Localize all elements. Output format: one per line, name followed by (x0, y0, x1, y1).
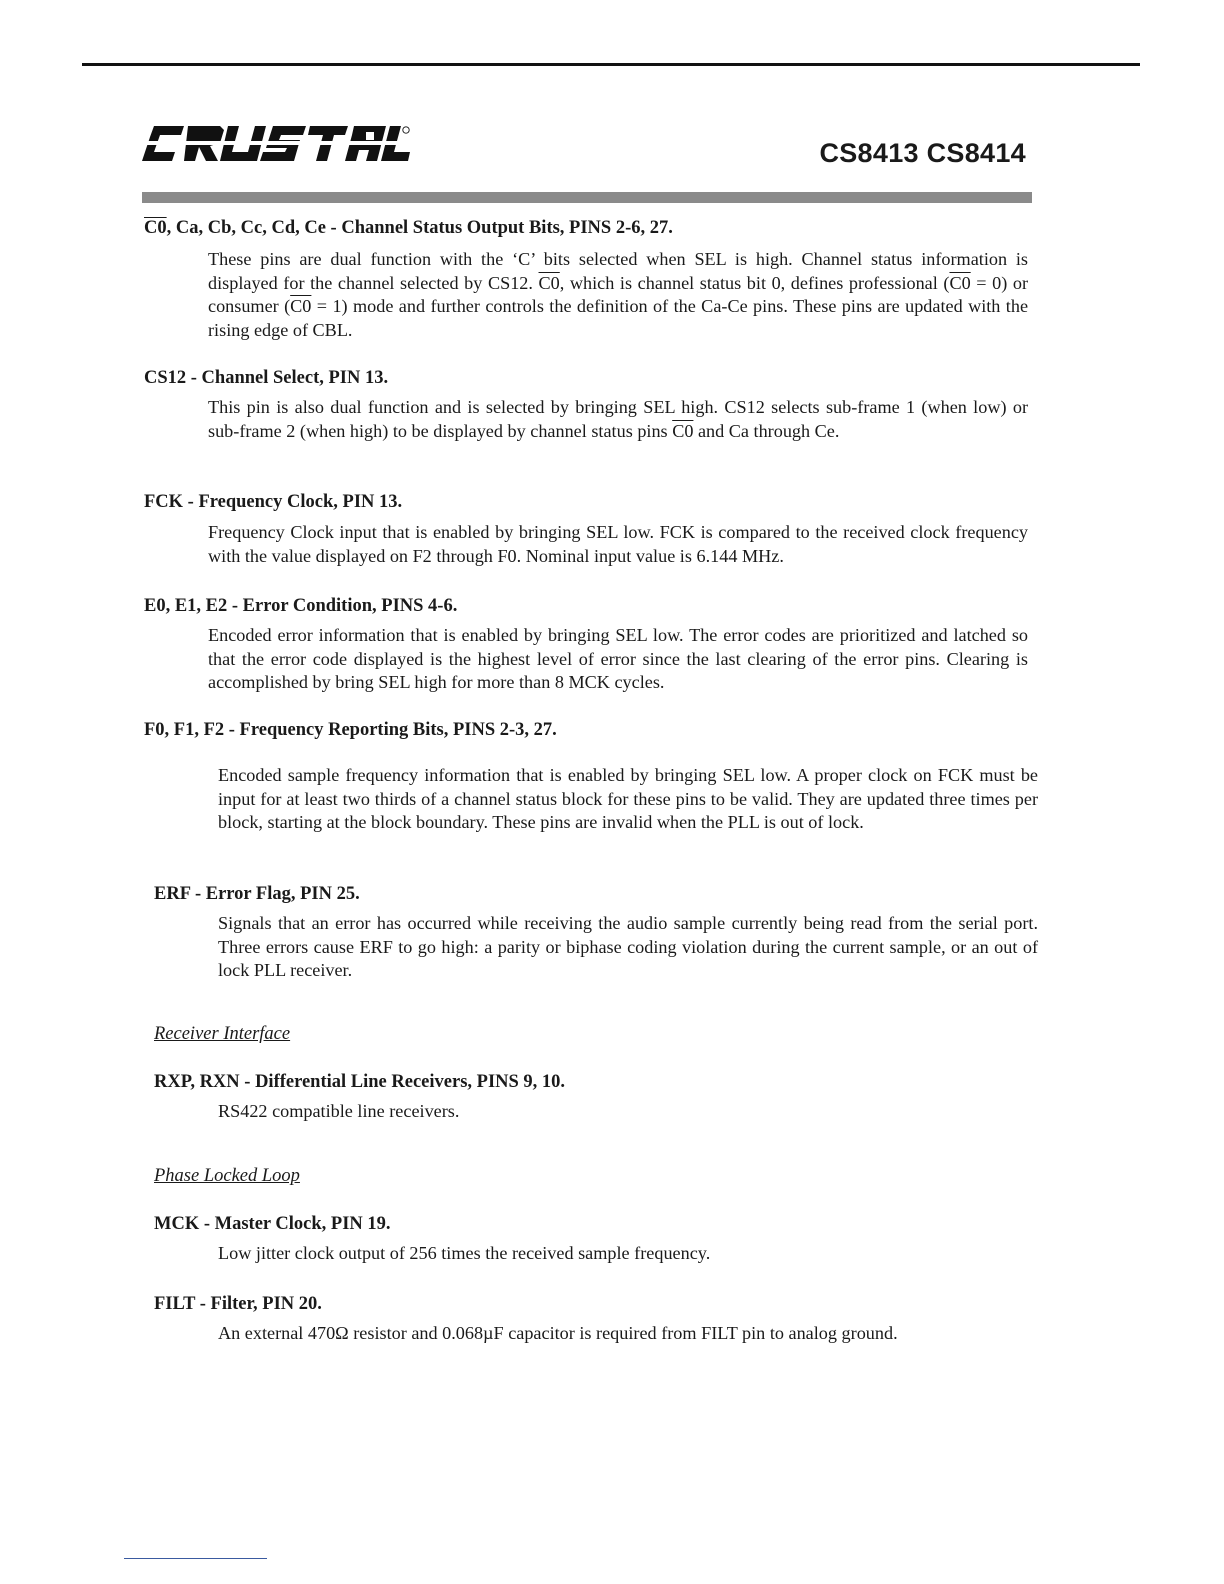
overline-c0: C0 (144, 218, 167, 238)
pin-entry-fck (144, 490, 1028, 568)
pin-heading: FCK - Frequency Clock, PIN 13. (144, 492, 403, 512)
pin-description: These pins are dual function with the ‘C’ bits selected when SEL is high. Channel status information is displayed for the channel selected by CS12. C0, which is channel status bit 0, defines professional (C0 = 0) or consumer (C0 = 1) mode and further controls the definition of the Ca-Ce pins. These pins are updated with the rising edge of CBL. (208, 249, 1029, 340)
pin-heading: E0, E1, E2 - Error Condition, PINS 4-6. (144, 596, 458, 616)
pin-heading: FILT - Filter, PIN 20. (154, 1294, 322, 1314)
pin-description: This pin is also dual function and is selected by bringing SEL high. CS12 selects sub-frame 1 (when low) or sub-frame 2 (when high) to be displayed by channel status pins C0 and Ca through Ce. (208, 397, 1028, 441)
pin-heading: CS12 - Channel Select, PIN 13. (144, 368, 389, 388)
pin-heading: ERF - Error Flag, PIN 25. (154, 884, 360, 904)
pin-description: Low jitter clock output of 256 times the received sample frequency. (218, 1243, 711, 1263)
pin-heading: MCK - Master Clock, PIN 19. (154, 1214, 391, 1234)
pin-entry-error-condition (144, 594, 1028, 695)
pin-description: RS422 compatible line receivers. (218, 1101, 460, 1121)
pin-entry-cs12 (144, 366, 1028, 443)
pin-description: An external 470Ω resistor and 0.068µF capacitor is required from FILT pin to analog ground. (218, 1323, 898, 1343)
pin-description: Signals that an error has occurred while receiving the audio sample currently being read from the serial port. Three errors cause ERF to go high: a parity or biphase coding violation during the current sample, or an out of lock PLL receiver. (218, 913, 1038, 980)
header-gray-bar (142, 192, 1032, 203)
pin-entry-filt (154, 1292, 1038, 1346)
pin-description: Encoded sample frequency information that is enabled by bringing SEL low. A proper clock on FCK must be input for at least two thirds of a channel status block for these pins to be valid. They are updated three times per block, starting at the block boundary. These pins are invalid when the PLL is out of lock. (218, 765, 1038, 832)
pin-entry-channel-status (144, 216, 1028, 342)
crystal-logo (140, 124, 412, 174)
pin-heading: F0, F1, F2 - Frequency Reporting Bits, PINS 2-3, 27. (144, 720, 557, 740)
pin-entry-erf (154, 882, 1038, 983)
top-rule (82, 63, 1140, 66)
registered-icon (403, 127, 409, 133)
pin-entry-mck (154, 1212, 1038, 1266)
section-title-receiver-interface: Receiver Interface (154, 1024, 291, 1044)
section-title-phase-locked-loop: Phase Locked Loop (154, 1166, 300, 1186)
document-title: CS8413 CS8414 (819, 138, 1026, 168)
pin-description: Encoded error information that is enabled by bringing SEL low. The error codes are prioritized and latched so that the error code displayed is the highest level of error since the last clearing of the error pins. Clearing is accomplished by bring SEL high for more than 8 MCK cycles. (208, 625, 1028, 692)
pin-entry-frequency-reporting (144, 718, 1038, 835)
pin-description: Frequency Clock input that is enabled by bringing SEL low. FCK is compared to the received clock frequency with the value displayed on F2 through F0. Nominal input value is 6.144 MHz. (208, 522, 1028, 566)
footer-line (124, 1558, 267, 1559)
pin-entry-rxp-rxn (154, 1070, 1038, 1124)
pin-heading: RXP, RXN - Differential Line Receivers, PINS 9, 10. (154, 1072, 566, 1092)
pin-heading: C0, Ca, Cb, Cc, Cd, Ce - Channel Status Output Bits, PINS 2-6, 27. (144, 218, 673, 238)
